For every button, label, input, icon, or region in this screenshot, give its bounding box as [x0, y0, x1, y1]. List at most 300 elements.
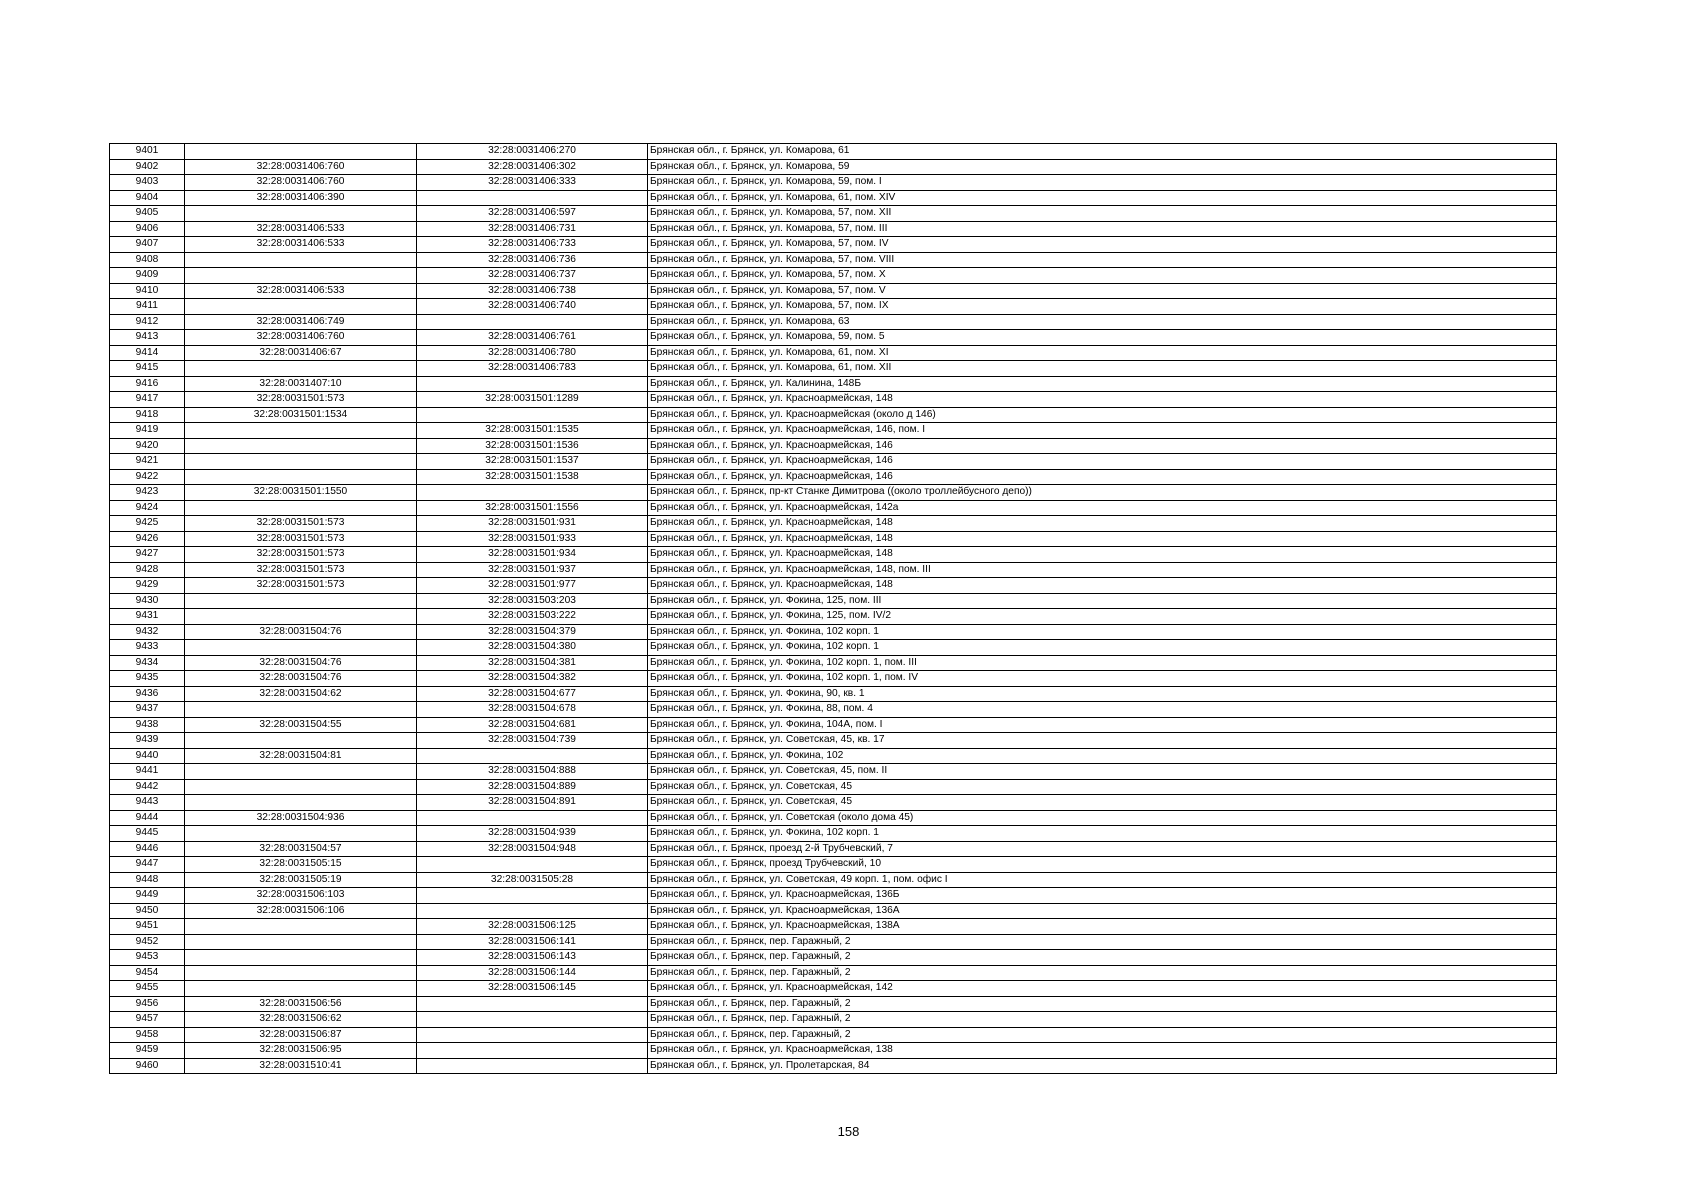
row-number-cell: 9422 — [110, 469, 185, 485]
row-number-cell: 9428 — [110, 562, 185, 578]
table-row — [110, 841, 1557, 857]
parcel-number-cell: 32:28:0031406:760 — [185, 330, 417, 346]
row-number-cell: 9407 — [110, 237, 185, 253]
object-number-cell — [417, 190, 648, 206]
object-number-cell: 32:28:0031406:738 — [417, 283, 648, 299]
table-row — [110, 1012, 1557, 1028]
address-cell: Брянская обл., г. Брянск, проезд Трубчевский, 10 — [648, 857, 1557, 873]
table-row — [110, 144, 1557, 160]
table-row — [110, 206, 1557, 222]
row-number-cell: 9415 — [110, 361, 185, 377]
object-number-cell: 32:28:0031501:977 — [417, 578, 648, 594]
parcel-number-cell — [185, 733, 417, 749]
row-number-cell: 9414 — [110, 345, 185, 361]
object-number-cell: 32:28:0031504:678 — [417, 702, 648, 718]
parcel-number-cell: 32:28:0031406:533 — [185, 221, 417, 237]
object-number-cell — [417, 407, 648, 423]
row-number-cell: 9456 — [110, 996, 185, 1012]
address-cell: Брянская обл., г. Брянск, пер. Гаражный, 2 — [648, 965, 1557, 981]
parcel-number-cell: 32:28:0031504:62 — [185, 686, 417, 702]
parcel-number-cell: 32:28:0031506:95 — [185, 1043, 417, 1059]
table-row — [110, 562, 1557, 578]
object-number-cell: 32:28:0031504:739 — [417, 733, 648, 749]
parcel-number-cell: 32:28:0031506:106 — [185, 903, 417, 919]
table-row — [110, 578, 1557, 594]
row-number-cell: 9420 — [110, 438, 185, 454]
object-number-cell: 32:28:0031501:931 — [417, 516, 648, 532]
object-number-cell: 32:28:0031506:144 — [417, 965, 648, 981]
table-row — [110, 934, 1557, 950]
object-number-cell — [417, 748, 648, 764]
table-row — [110, 888, 1557, 904]
object-number-cell: 32:28:0031501:1289 — [417, 392, 648, 408]
parcel-number-cell: 32:28:0031406:533 — [185, 237, 417, 253]
parcel-number-cell — [185, 144, 417, 160]
table-row — [110, 1058, 1557, 1074]
parcel-number-cell — [185, 593, 417, 609]
page-number: 158 — [837, 1124, 860, 1139]
table-row — [110, 1043, 1557, 1059]
address-cell: Брянская обл., г. Брянск, ул. Фокина, 102 — [648, 748, 1557, 764]
parcel-number-cell — [185, 919, 417, 935]
parcel-number-cell — [185, 764, 417, 780]
object-number-cell: 32:28:0031501:1537 — [417, 454, 648, 470]
row-number-cell: 9434 — [110, 655, 185, 671]
table-row — [110, 268, 1557, 284]
address-cell: Брянская обл., г. Брянск, ул. Советская, 45, пом. II — [648, 764, 1557, 780]
object-number-cell: 32:28:0031504:889 — [417, 779, 648, 795]
address-cell: Брянская обл., г. Брянск, ул. Фокина, 102 корп. 1 — [648, 640, 1557, 656]
object-number-cell: 32:28:0031406:783 — [417, 361, 648, 377]
address-cell: Брянская обл., г. Брянск, ул. Красноармейская, 148 — [648, 578, 1557, 594]
row-number-cell: 9458 — [110, 1027, 185, 1043]
parcel-number-cell: 32:28:0031505:19 — [185, 872, 417, 888]
address-cell: Брянская обл., г. Брянск, ул. Комарова, 63 — [648, 314, 1557, 330]
parcel-number-cell — [185, 361, 417, 377]
table-row — [110, 345, 1557, 361]
parcel-number-cell: 32:28:0031501:1550 — [185, 485, 417, 501]
object-number-cell — [417, 314, 648, 330]
address-cell: Брянская обл., г. Брянск, ул. Комарова, 57, пом. IV — [648, 237, 1557, 253]
row-number-cell: 9409 — [110, 268, 185, 284]
row-number-cell: 9443 — [110, 795, 185, 811]
object-number-cell: 32:28:0031501:934 — [417, 547, 648, 563]
object-number-cell: 32:28:0031504:891 — [417, 795, 648, 811]
parcel-number-cell — [185, 640, 417, 656]
parcel-number-cell: 32:28:0031501:1534 — [185, 407, 417, 423]
row-number-cell: 9419 — [110, 423, 185, 439]
object-number-cell: 32:28:0031504:379 — [417, 624, 648, 640]
row-number-cell: 9444 — [110, 810, 185, 826]
address-cell: Брянская обл., г. Брянск, пер. Гаражный, 2 — [648, 996, 1557, 1012]
row-number-cell: 9455 — [110, 981, 185, 997]
row-number-cell: 9433 — [110, 640, 185, 656]
address-cell: Брянская обл., г. Брянск, ул. Красноармейская, 148 — [648, 531, 1557, 547]
address-cell: Брянская обл., г. Брянск, ул. Комарова, 61 — [648, 144, 1557, 160]
object-number-cell: 32:28:0031506:145 — [417, 981, 648, 997]
object-number-cell: 32:28:0031406:733 — [417, 237, 648, 253]
row-number-cell: 9401 — [110, 144, 185, 160]
parcel-number-cell — [185, 268, 417, 284]
row-number-cell: 9439 — [110, 733, 185, 749]
row-number-cell: 9421 — [110, 454, 185, 470]
table-row — [110, 624, 1557, 640]
object-number-cell: 32:28:0031506:125 — [417, 919, 648, 935]
parcel-number-cell: 32:28:0031504:76 — [185, 624, 417, 640]
table-row — [110, 919, 1557, 935]
row-number-cell: 9418 — [110, 407, 185, 423]
table-row — [110, 671, 1557, 687]
object-number-cell — [417, 485, 648, 501]
object-number-cell — [417, 810, 648, 826]
object-number-cell — [417, 376, 648, 392]
address-cell: Брянская обл., г. Брянск, ул. Красноармейская, 146 — [648, 469, 1557, 485]
table-row — [110, 748, 1557, 764]
object-number-cell — [417, 1012, 648, 1028]
object-number-cell: 32:28:0031503:222 — [417, 609, 648, 625]
parcel-number-cell: 32:28:0031510:41 — [185, 1058, 417, 1074]
object-number-cell: 32:28:0031406:302 — [417, 159, 648, 175]
object-number-cell: 32:28:0031406:780 — [417, 345, 648, 361]
address-cell: Брянская обл., г. Брянск, ул. Фокина, 102 корп. 1, пом. III — [648, 655, 1557, 671]
object-number-cell — [417, 903, 648, 919]
row-number-cell: 9403 — [110, 175, 185, 191]
table-row — [110, 547, 1557, 563]
registry-table-body — [110, 144, 1557, 1074]
address-cell: Брянская обл., г. Брянск, ул. Красноармейская, 146 — [648, 438, 1557, 454]
address-cell: Брянская обл., г. Брянск, ул. Красноармейская (около д 146) — [648, 407, 1557, 423]
table-row — [110, 299, 1557, 315]
row-number-cell: 9447 — [110, 857, 185, 873]
address-cell: Брянская обл., г. Брянск, ул. Фокина, 102 корп. 1 — [648, 826, 1557, 842]
parcel-number-cell: 32:28:0031406:390 — [185, 190, 417, 206]
row-number-cell: 9436 — [110, 686, 185, 702]
table-row — [110, 764, 1557, 780]
table-row — [110, 438, 1557, 454]
object-number-cell — [417, 1027, 648, 1043]
row-number-cell: 9408 — [110, 252, 185, 268]
row-number-cell: 9438 — [110, 717, 185, 733]
parcel-number-cell — [185, 934, 417, 950]
address-cell: Брянская обл., г. Брянск, ул. Советская, 45 — [648, 795, 1557, 811]
parcel-number-cell: 32:28:0031501:573 — [185, 531, 417, 547]
object-number-cell: 32:28:0031406:270 — [417, 144, 648, 160]
object-number-cell — [417, 857, 648, 873]
row-number-cell: 9425 — [110, 516, 185, 532]
table-row — [110, 795, 1557, 811]
address-cell: Брянская обл., г. Брянск, ул. Комарова, 57, пом. X — [648, 268, 1557, 284]
row-number-cell: 9452 — [110, 934, 185, 950]
table-row — [110, 221, 1557, 237]
table-row — [110, 454, 1557, 470]
row-number-cell: 9448 — [110, 872, 185, 888]
address-cell: Брянская обл., г. Брянск, ул. Советская, 49 корп. 1, пом. офис I — [648, 872, 1557, 888]
row-number-cell: 9426 — [110, 531, 185, 547]
parcel-number-cell — [185, 950, 417, 966]
address-cell: Брянская обл., г. Брянск, ул. Красноармейская, 148, пом. III — [648, 562, 1557, 578]
object-number-cell: 32:28:0031504:677 — [417, 686, 648, 702]
address-cell: Брянская обл., г. Брянск, ул. Красноармейская, 148 — [648, 392, 1557, 408]
parcel-number-cell: 32:28:0031504:936 — [185, 810, 417, 826]
address-cell: Брянская обл., г. Брянск, ул. Красноармейская, 136Б — [648, 888, 1557, 904]
parcel-number-cell: 32:28:0031406:533 — [185, 283, 417, 299]
row-number-cell: 9451 — [110, 919, 185, 935]
object-number-cell: 32:28:0031506:141 — [417, 934, 648, 950]
table-row — [110, 392, 1557, 408]
table-row — [110, 423, 1557, 439]
parcel-number-cell — [185, 438, 417, 454]
parcel-number-cell: 32:28:0031501:573 — [185, 578, 417, 594]
parcel-number-cell — [185, 702, 417, 718]
object-number-cell: 32:28:0031504:939 — [417, 826, 648, 842]
table-row — [110, 330, 1557, 346]
address-cell: Брянская обл., г. Брянск, ул. Советская (около дома 45) — [648, 810, 1557, 826]
row-number-cell: 9431 — [110, 609, 185, 625]
object-number-cell — [417, 996, 648, 1012]
row-number-cell: 9416 — [110, 376, 185, 392]
parcel-number-cell — [185, 795, 417, 811]
parcel-number-cell: 32:28:0031506:103 — [185, 888, 417, 904]
table-row — [110, 361, 1557, 377]
registry-table — [109, 143, 1557, 1074]
table-row — [110, 469, 1557, 485]
address-cell: Брянская обл., г. Брянск, ул. Красноармейская, 146 — [648, 454, 1557, 470]
row-number-cell: 9412 — [110, 314, 185, 330]
row-number-cell: 9449 — [110, 888, 185, 904]
table-row — [110, 314, 1557, 330]
parcel-number-cell: 32:28:0031504:55 — [185, 717, 417, 733]
address-cell: Брянская обл., г. Брянск, ул. Красноармейская, 148 — [648, 516, 1557, 532]
table-row — [110, 237, 1557, 253]
table-row — [110, 702, 1557, 718]
object-number-cell: 32:28:0031501:1536 — [417, 438, 648, 454]
address-cell: Брянская обл., г. Брянск, ул. Красноармейская, 148 — [648, 547, 1557, 563]
table-row — [110, 500, 1557, 516]
address-cell: Брянская обл., г. Брянск, ул. Комарова, 57, пом. V — [648, 283, 1557, 299]
row-number-cell: 9430 — [110, 593, 185, 609]
table-row — [110, 485, 1557, 501]
parcel-number-cell: 32:28:0031504:57 — [185, 841, 417, 857]
parcel-number-cell: 32:28:0031506:56 — [185, 996, 417, 1012]
row-number-cell: 9440 — [110, 748, 185, 764]
parcel-number-cell: 32:28:0031406:749 — [185, 314, 417, 330]
address-cell: Брянская обл., г. Брянск, ул. Комарова, 61, пом. XIV — [648, 190, 1557, 206]
object-number-cell — [417, 888, 648, 904]
table-row — [110, 950, 1557, 966]
row-number-cell: 9460 — [110, 1058, 185, 1074]
table-row — [110, 252, 1557, 268]
table-row — [110, 779, 1557, 795]
object-number-cell: 32:28:0031501:1556 — [417, 500, 648, 516]
row-number-cell: 9404 — [110, 190, 185, 206]
table-row — [110, 717, 1557, 733]
address-cell: Брянская обл., г. Брянск, ул. Фокина, 102 корп. 1, пом. IV — [648, 671, 1557, 687]
parcel-number-cell: 32:28:0031501:573 — [185, 562, 417, 578]
table-row — [110, 175, 1557, 191]
address-cell: Брянская обл., г. Брянск, ул. Красноармейская, 138 — [648, 1043, 1557, 1059]
address-cell: Брянская обл., г. Брянск, ул. Комарова, 57, пом. VIII — [648, 252, 1557, 268]
table-row — [110, 686, 1557, 702]
address-cell: Брянская обл., г. Брянск, ул. Красноармейская, 142 — [648, 981, 1557, 997]
parcel-number-cell — [185, 252, 417, 268]
address-cell: Брянская обл., г. Брянск, ул. Красноармейская, 136А — [648, 903, 1557, 919]
table-row — [110, 733, 1557, 749]
object-number-cell: 32:28:0031406:597 — [417, 206, 648, 222]
row-number-cell: 9411 — [110, 299, 185, 315]
address-cell: Брянская обл., г. Брянск, ул. Комарова, 59, пом. I — [648, 175, 1557, 191]
table-row — [110, 283, 1557, 299]
address-cell: Брянская обл., г. Брянск, проезд 2-й Трубчевский, 7 — [648, 841, 1557, 857]
object-number-cell: 32:28:0031506:143 — [417, 950, 648, 966]
parcel-number-cell — [185, 609, 417, 625]
object-number-cell: 32:28:0031504:381 — [417, 655, 648, 671]
object-number-cell: 32:28:0031504:948 — [417, 841, 648, 857]
object-number-cell: 32:28:0031501:1535 — [417, 423, 648, 439]
table-row — [110, 996, 1557, 1012]
address-cell: Брянская обл., г. Брянск, ул. Фокина, 125, пом. III — [648, 593, 1557, 609]
table-row — [110, 376, 1557, 392]
row-number-cell: 9453 — [110, 950, 185, 966]
row-number-cell: 9427 — [110, 547, 185, 563]
parcel-number-cell: 32:28:0031501:573 — [185, 547, 417, 563]
table-row — [110, 1027, 1557, 1043]
parcel-number-cell: 32:28:0031505:15 — [185, 857, 417, 873]
parcel-number-cell: 32:28:0031506:87 — [185, 1027, 417, 1043]
parcel-number-cell — [185, 206, 417, 222]
row-number-cell: 9445 — [110, 826, 185, 842]
parcel-number-cell: 32:28:0031501:573 — [185, 392, 417, 408]
row-number-cell: 9413 — [110, 330, 185, 346]
object-number-cell: 32:28:0031406:737 — [417, 268, 648, 284]
address-cell: Брянская обл., г. Брянск, ул. Комарова, 61, пом. XI — [648, 345, 1557, 361]
row-number-cell: 9424 — [110, 500, 185, 516]
row-number-cell: 9435 — [110, 671, 185, 687]
address-cell: Брянская обл., г. Брянск, ул. Фокина, 102 корп. 1 — [648, 624, 1557, 640]
parcel-number-cell: 32:28:0031501:573 — [185, 516, 417, 532]
table-row — [110, 190, 1557, 206]
table-row — [110, 655, 1557, 671]
address-cell: Брянская обл., г. Брянск, пер. Гаражный, 2 — [648, 950, 1557, 966]
parcel-number-cell: 32:28:0031504:76 — [185, 671, 417, 687]
table-row — [110, 640, 1557, 656]
parcel-number-cell — [185, 981, 417, 997]
row-number-cell: 9429 — [110, 578, 185, 594]
address-cell: Брянская обл., г. Брянск, ул. Советская, 45, кв. 17 — [648, 733, 1557, 749]
parcel-number-cell — [185, 469, 417, 485]
table-row — [110, 810, 1557, 826]
address-cell: Брянская обл., г. Брянск, ул. Комарова, 61, пом. XII — [648, 361, 1557, 377]
table-row — [110, 965, 1557, 981]
parcel-number-cell — [185, 454, 417, 470]
table-row — [110, 826, 1557, 842]
row-number-cell: 9442 — [110, 779, 185, 795]
address-cell: Брянская обл., г. Брянск, ул. Фокина, 104А, пом. I — [648, 717, 1557, 733]
parcel-number-cell: 32:28:0031406:67 — [185, 345, 417, 361]
parcel-number-cell — [185, 965, 417, 981]
row-number-cell: 9417 — [110, 392, 185, 408]
object-number-cell: 32:28:0031501:933 — [417, 531, 648, 547]
object-number-cell: 32:28:0031406:740 — [417, 299, 648, 315]
address-cell: Брянская обл., г. Брянск, ул. Пролетарская, 84 — [648, 1058, 1557, 1074]
object-number-cell: 32:28:0031501:937 — [417, 562, 648, 578]
table-row — [110, 407, 1557, 423]
table-row — [110, 609, 1557, 625]
address-cell: Брянская обл., г. Брянск, ул. Советская, 45 — [648, 779, 1557, 795]
row-number-cell: 9432 — [110, 624, 185, 640]
object-number-cell — [417, 1058, 648, 1074]
table-row — [110, 516, 1557, 532]
table-row — [110, 531, 1557, 547]
row-number-cell: 9402 — [110, 159, 185, 175]
table-row — [110, 593, 1557, 609]
parcel-number-cell: 32:28:0031506:62 — [185, 1012, 417, 1028]
object-number-cell: 32:28:0031504:681 — [417, 717, 648, 733]
table-row — [110, 981, 1557, 997]
table-row — [110, 857, 1557, 873]
object-number-cell: 32:28:0031501:1538 — [417, 469, 648, 485]
address-cell: Брянская обл., г. Брянск, ул. Красноармейская, 142а — [648, 500, 1557, 516]
address-cell: Брянская обл., г. Брянск, ул. Фокина, 90, кв. 1 — [648, 686, 1557, 702]
object-number-cell: 32:28:0031406:761 — [417, 330, 648, 346]
row-number-cell: 9454 — [110, 965, 185, 981]
address-cell: Брянская обл., г. Брянск, пер. Гаражный, 2 — [648, 934, 1557, 950]
address-cell: Брянская обл., г. Брянск, ул. Калинина, 148Б — [648, 376, 1557, 392]
row-number-cell: 9441 — [110, 764, 185, 780]
parcel-number-cell — [185, 423, 417, 439]
row-number-cell: 9437 — [110, 702, 185, 718]
object-number-cell: 32:28:0031504:382 — [417, 671, 648, 687]
row-number-cell: 9405 — [110, 206, 185, 222]
row-number-cell: 9410 — [110, 283, 185, 299]
address-cell: Брянская обл., г. Брянск, ул. Комарова, 59, пом. 5 — [648, 330, 1557, 346]
address-cell: Брянская обл., г. Брянск, ул. Красноармейская, 146, пом. I — [648, 423, 1557, 439]
object-number-cell: 32:28:0031406:736 — [417, 252, 648, 268]
parcel-number-cell: 32:28:0031504:81 — [185, 748, 417, 764]
parcel-number-cell — [185, 826, 417, 842]
address-cell: Брянская обл., г. Брянск, ул. Фокина, 125, пом. IV/2 — [648, 609, 1557, 625]
address-cell: Брянская обл., г. Брянск, ул. Комарова, 57, пом. XII — [648, 206, 1557, 222]
row-number-cell: 9446 — [110, 841, 185, 857]
parcel-number-cell: 32:28:0031406:760 — [185, 159, 417, 175]
parcel-number-cell: 32:28:0031406:760 — [185, 175, 417, 191]
object-number-cell — [417, 1043, 648, 1059]
address-cell: Брянская обл., г. Брянск, ул. Красноармейская, 138А — [648, 919, 1557, 935]
parcel-number-cell — [185, 500, 417, 516]
table-row — [110, 159, 1557, 175]
row-number-cell: 9423 — [110, 485, 185, 501]
row-number-cell: 9457 — [110, 1012, 185, 1028]
parcel-number-cell: 32:28:0031407:10 — [185, 376, 417, 392]
table-row — [110, 903, 1557, 919]
object-number-cell: 32:28:0031504:380 — [417, 640, 648, 656]
row-number-cell: 9459 — [110, 1043, 185, 1059]
row-number-cell: 9406 — [110, 221, 185, 237]
address-cell: Брянская обл., г. Брянск, пр-кт Станке Димитрова ((около троллейбусного депо)) — [648, 485, 1557, 501]
address-cell: Брянская обл., г. Брянск, пер. Гаражный, 2 — [648, 1012, 1557, 1028]
address-cell: Брянская обл., г. Брянск, ул. Комарова, 57, пом. III — [648, 221, 1557, 237]
object-number-cell: 32:28:0031406:333 — [417, 175, 648, 191]
parcel-number-cell — [185, 299, 417, 315]
address-cell: Брянская обл., г. Брянск, пер. Гаражный, 2 — [648, 1027, 1557, 1043]
object-number-cell: 32:28:0031503:203 — [417, 593, 648, 609]
address-cell: Брянская обл., г. Брянск, ул. Комарова, 59 — [648, 159, 1557, 175]
table-row — [110, 872, 1557, 888]
address-cell: Брянская обл., г. Брянск, ул. Комарова, 57, пом. IX — [648, 299, 1557, 315]
row-number-cell: 9450 — [110, 903, 185, 919]
parcel-number-cell — [185, 779, 417, 795]
object-number-cell: 32:28:0031504:888 — [417, 764, 648, 780]
address-cell: Брянская обл., г. Брянск, ул. Фокина, 88, пом. 4 — [648, 702, 1557, 718]
